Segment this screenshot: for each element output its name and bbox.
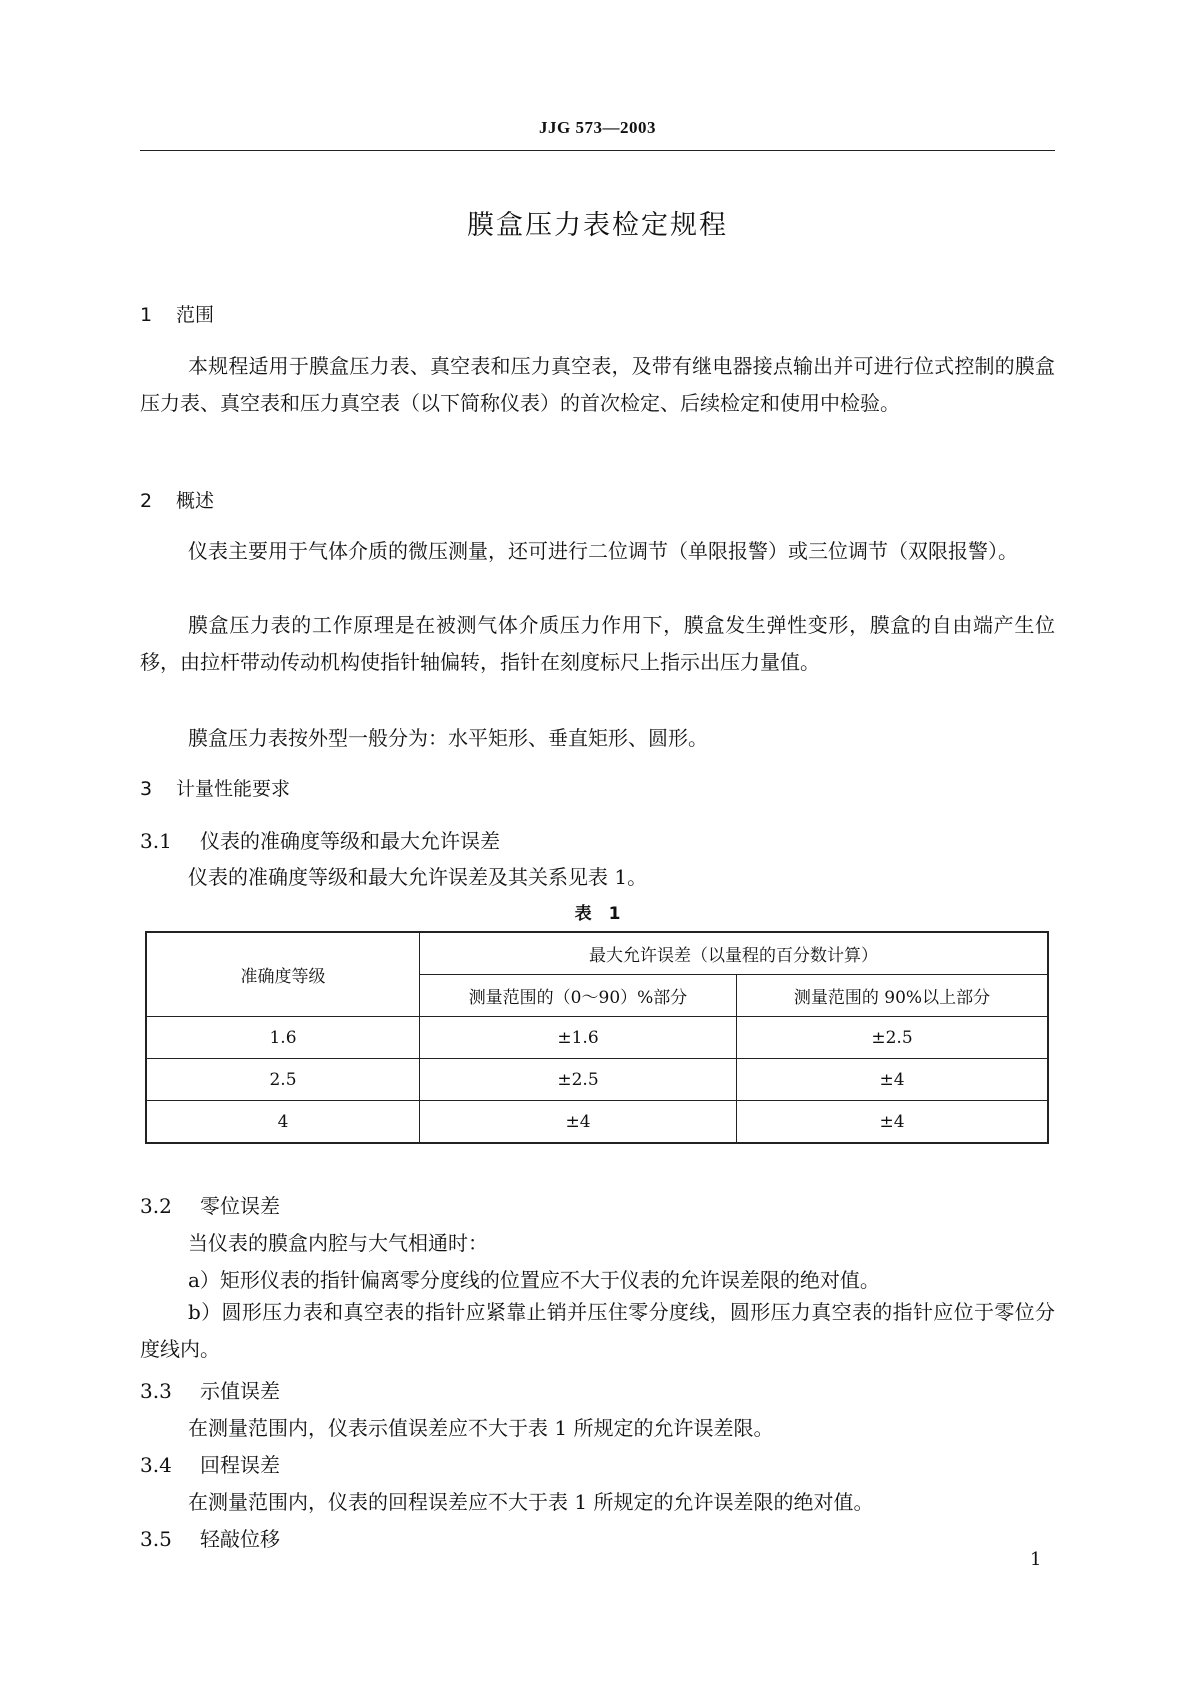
document-title: 膜盒压力表检定规程 (467, 210, 728, 241)
section-3-heading (140, 774, 290, 801)
table-row (146, 1059, 1048, 1101)
subsection-title: 示值误差 (200, 1379, 280, 1403)
subsection-3-5-heading (140, 1523, 280, 1552)
accuracy-table (145, 931, 1049, 1144)
running-header: JJG 573—2003 (539, 118, 656, 137)
table-header-cell: 准确度等级 (146, 932, 420, 1017)
subsection-title: 零位误差 (200, 1194, 280, 1218)
subsection-number: 3.1 (140, 829, 172, 853)
section-2-paragraph-1: 仪表主要用于气体介质的微压测量，还可进行二位调节（单限报警）或三位调节（双限报警）。 (188, 539, 1018, 563)
subsection-3-1-heading (140, 825, 500, 854)
section-1-heading (140, 300, 214, 327)
subsection-3-2-intro: 当仪表的膜盒内腔与大气相通时： (188, 1231, 488, 1255)
subsection-title: 仪表的准确度等级和最大允许误差 (200, 829, 500, 853)
subsection-title: 回程误差 (200, 1453, 280, 1477)
subsection-3-4-body: 在测量范围内，仪表的回程误差应不大于表 1 所规定的允许误差限的绝对值。 (188, 1490, 874, 1514)
subsection-3-2-heading (140, 1190, 280, 1219)
table-row (146, 1101, 1048, 1144)
subsection-number: 3.3 (140, 1379, 172, 1403)
subsection-title: 轻敲位移 (200, 1527, 280, 1551)
section-title: 范围 (176, 304, 215, 326)
table-cell: ±4 (420, 1101, 737, 1144)
section-2-heading (140, 486, 214, 513)
subsection-3-4-heading (140, 1449, 280, 1478)
table-header-cell: 测量范围的 90%以上部分 (737, 975, 1049, 1017)
table-cell: 2.5 (146, 1059, 420, 1101)
section-number: 3 (140, 778, 153, 800)
table-row (146, 1017, 1048, 1059)
table-cell: ±4 (737, 1059, 1049, 1101)
subsection-number: 3.2 (140, 1194, 172, 1218)
subsection-3-2-item-a: a）矩形仪表的指针偏离零分度线的位置应不大于仪表的允许误差限的绝对值。 (188, 1268, 880, 1292)
section-2-paragraph-2: 膜盒压力表的工作原理是在被测气体介质压力作用下，膜盒发生弹性变形，膜盒的自由端产生位移，由拉杆带动传动机构使指针轴偏转，指针在刻度标尺上指示出压力量值。 (140, 613, 1055, 674)
table-cell: ±2.5 (420, 1059, 737, 1101)
table-cell: ±2.5 (737, 1017, 1049, 1059)
header-rule (140, 150, 1055, 151)
subsection-3-1-body: 仪表的准确度等级和最大允许误差及其关系见表 1。 (188, 865, 648, 889)
section-title: 概述 (176, 490, 215, 512)
subsection-3-3-body: 在测量范围内，仪表示值误差应不大于表 1 所规定的允许误差限。 (188, 1416, 774, 1440)
table-cell: ±4 (737, 1101, 1049, 1144)
table-caption: 表 1 (574, 904, 621, 924)
subsection-number: 3.4 (140, 1453, 172, 1477)
subsection-3-3-heading (140, 1375, 280, 1404)
section-2-paragraph-3: 膜盒压力表按外型一般分为：水平矩形、垂直矩形、圆形。 (188, 726, 708, 750)
section-number: 2 (140, 490, 153, 512)
section-number: 1 (140, 304, 153, 326)
table-header-cell: 测量范围的（0～90）%部分 (420, 975, 737, 1017)
table-cell: ±1.6 (420, 1017, 737, 1059)
table-cell: 1.6 (146, 1017, 420, 1059)
table-header-cell: 最大允许误差（以量程的百分数计算） (420, 932, 1049, 975)
subsection-3-2-item-b: b）圆形压力表和真空表的指针应紧靠止销并压住零分度线，圆形压力真空表的指针应位于零位分度线内。 (140, 1300, 1055, 1361)
subsection-number: 3.5 (140, 1527, 172, 1551)
section-title: 计量性能要求 (176, 778, 291, 800)
section-1-body: 本规程适用于膜盒压力表、真空表和压力真空表，及带有继电器接点输出并可进行位式控制的膜盒压力表、真空表和压力真空表（以下简称仪表）的首次检定、后续检定和使用中检验。 (140, 354, 1055, 415)
page-number: 1 (1030, 1549, 1042, 1570)
table-cell: 4 (146, 1101, 420, 1144)
